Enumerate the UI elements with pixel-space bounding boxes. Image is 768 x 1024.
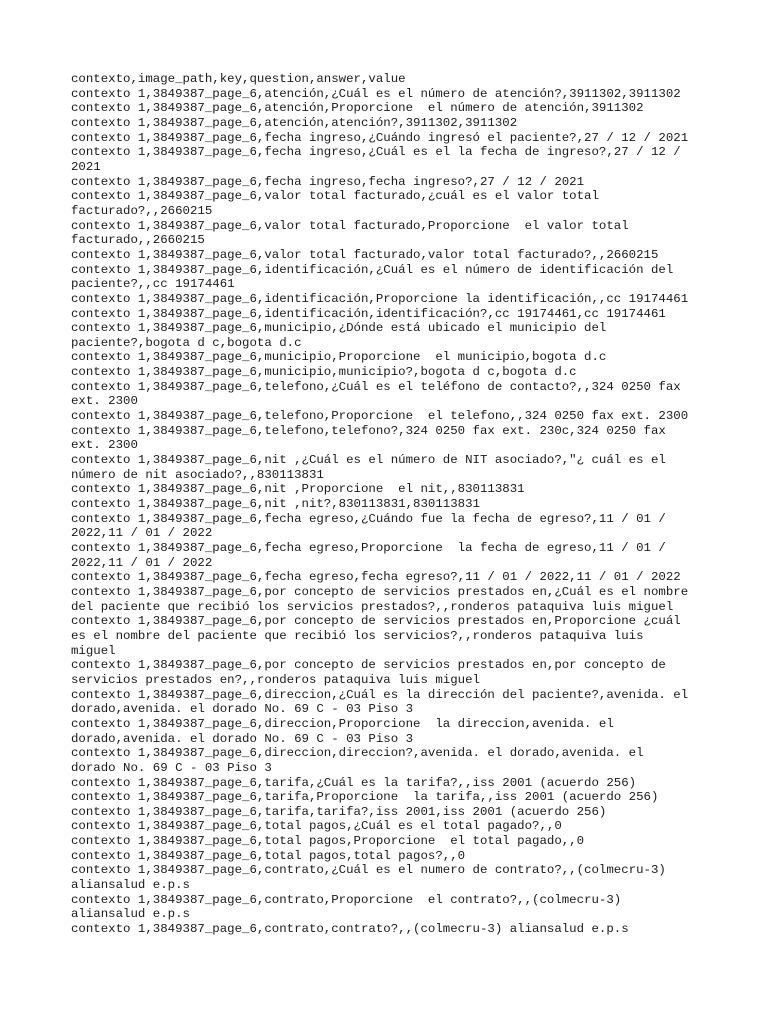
text-line: ext. 2300 (71, 438, 138, 453)
text-line: contexto 1,3849387_page_6,tarifa,¿Cuál es la tarifa?,,iss 2001 (acuerdo 256) (71, 775, 637, 790)
text-line: contexto 1,3849387_page_6,telefono,¿Cuál es el teléfono de contacto?,,324 0250 fax (71, 379, 681, 394)
text-line: contexto 1,3849387_page_6,fecha egreso,Proporcione la fecha de egreso,11 / 01 / (71, 541, 666, 555)
text-line: facturado,,2660215 (71, 233, 205, 248)
text-line: 2021 (71, 159, 101, 174)
text-line: contexto 1,3849387_page_6,valor total facturado,Proporcione el valor total (71, 218, 629, 233)
text-line: es el nombre del paciente que recibió los servicios?,,ronderos pataquiva luis (71, 628, 644, 643)
text-line: contexto 1,3849387_page_6,telefono,Proporcione el telefono,,324 0250 fax ext. 2300 (71, 409, 689, 424)
text-line: contexto 1,3849387_page_6,total pagos,Proporcione el total pagado,,0 (71, 834, 585, 849)
text-line: aliansalud e.p.s (71, 878, 190, 893)
text-line: contexto 1,3849387_page_6,por concepto de servicios prestados en,¿Cuál es el nombre (71, 584, 689, 599)
text-line: contexto 1,3849387_page_6,direccion,¿Cuál es la dirección del paciente?,avenida. el (71, 687, 689, 702)
text-line: contexto 1,3849387_page_6,nit ,Proporcione el nit,,830113831 (71, 482, 525, 497)
text-line: contexto 1,3849387_page_6,contrato,¿Cuál es el numero de contrato?,,(colmecru-3) (71, 863, 666, 878)
text-line: contexto 1,3849387_page_6,por concepto de servicios prestados en,Proporcione ¿cuál (71, 614, 681, 629)
text-line: paciente?,,cc 19174461 (71, 277, 235, 292)
text-line: contexto 1,3849387_page_6,total pagos,¿Cuál es el total pagado?,,0 (71, 819, 562, 834)
text-line: dorado,avenida. el dorado No. 69 C - 03 Piso 3 (71, 702, 414, 717)
text-line: contexto,image_path,key,question,answer,value (71, 72, 406, 86)
text-line: contexto 1,3849387_page_6,contrato,contrato?,,(colmecru-3) aliansalud e.p.s (71, 922, 629, 937)
text-line: contexto 1,3849387_page_6,tarifa,Proporcione la tarifa,,iss 2001 (acuerdo 256) (71, 790, 659, 805)
text-line: contexto 1,3849387_page_6,por concepto de servicios prestados en,por concepto de (71, 658, 666, 673)
text-line: contexto 1,3849387_page_6,identificación,¿Cuál es el número de identificación del (71, 262, 674, 277)
text-line: contexto 1,3849387_page_6,fecha ingreso,fecha ingreso?,27 / 12 / 2021 (71, 174, 585, 189)
text-line: 2022,11 / 01 / 2022 (71, 555, 213, 570)
text-line: contexto 1,3849387_page_6,atención,¿Cuál es el número de atención?,3911302,3911302 (71, 86, 681, 101)
text-line: contexto 1,3849387_page_6,valor total facturado,¿cuál es el valor total (71, 189, 599, 204)
text-line: número de nit asociado?,,830113831 (71, 467, 324, 482)
text-line: aliansalud e.p.s (71, 907, 190, 922)
text-line: contexto 1,3849387_page_6,fecha egreso,fecha egreso?,11 / 01 / 2022,11 / 01 / 2022 (71, 570, 681, 585)
text-line: contexto 1,3849387_page_6,identificación,identificación?,cc 19174461,cc 19174461 (71, 306, 666, 321)
text-line: servicios prestados en?,,ronderos pataquiva luis miguel (71, 672, 480, 687)
text-line: contexto 1,3849387_page_6,atención,atención?,3911302,3911302 (71, 115, 518, 130)
text-line: contexto 1,3849387_page_6,nit ,nit?,830113831,830113831 (71, 497, 480, 512)
text-line: contexto 1,3849387_page_6,nit ,¿Cuál es el número de NIT asociado?,"¿ cuál es el (71, 453, 666, 468)
text-line: contexto 1,3849387_page_6,municipio,Proporcione el municipio,bogota d.c (71, 350, 607, 365)
text-line: contexto 1,3849387_page_6,contrato,Proporcione el contrato?,,(colmecru-3) (71, 892, 622, 907)
text-line: dorado No. 69 C - 03 Piso 3 (71, 760, 272, 775)
text-line: contexto 1,3849387_page_6,direccion,direccion?,avenida. el dorado,avenida. el (71, 746, 644, 761)
text-line: contexto 1,3849387_page_6,valor total facturado,valor total facturado?,,2660215 (71, 247, 659, 262)
text-line: facturado?,,2660215 (71, 203, 213, 218)
text-line: 2022,11 / 01 / 2022 (71, 526, 213, 541)
text-line: contexto 1,3849387_page_6,municipio,municipio?,bogota d c,bogota d.c (71, 365, 577, 380)
document-page (71, 72, 703, 937)
text-line: contexto 1,3849387_page_6,fecha ingreso,¿Cuál es el la fecha de ingreso?,27 / 12 / (71, 145, 681, 160)
text-line: contexto 1,3849387_page_6,fecha ingreso,¿Cuándo ingresó el paciente?,27 / 12 / 2021 (71, 130, 689, 145)
text-line: contexto 1,3849387_page_6,fecha egreso,¿Cuándo fue la fecha de egreso?,11 / 01 / (71, 511, 666, 526)
text-line: contexto 1,3849387_page_6,total pagos,total pagos?,,0 (71, 848, 466, 863)
text-line: contexto 1,3849387_page_6,atención,Proporcione el número de atención,3911302 (71, 101, 644, 116)
text-line: contexto 1,3849387_page_6,identificación,Proporcione la identificación,,cc 19174461 (71, 291, 689, 306)
text-line: dorado,avenida. el dorado No. 69 C - 03 Piso 3 (71, 731, 414, 746)
text-line: paciente?,bogota d c,bogota d.c (71, 335, 302, 350)
text-line: contexto 1,3849387_page_6,tarifa,tarifa?,iss 2001,iss 2001 (acuerdo 256) (71, 804, 607, 819)
text-line: contexto 1,3849387_page_6,municipio,¿Dónde está ubicado el municipio del (71, 321, 607, 336)
text-line: miguel (71, 643, 116, 658)
text-line: contexto 1,3849387_page_6,telefono,telefono?,324 0250 fax ext. 230c,324 0250 fax (71, 423, 666, 438)
text-line: ext. 2300 (71, 394, 138, 409)
text-line: contexto 1,3849387_page_6,direccion,Proporcione la direccion,avenida. el (71, 716, 614, 731)
text-line: del paciente que recibió los servicios prestados?,,ronderos pataquiva luis miguel (71, 599, 674, 614)
